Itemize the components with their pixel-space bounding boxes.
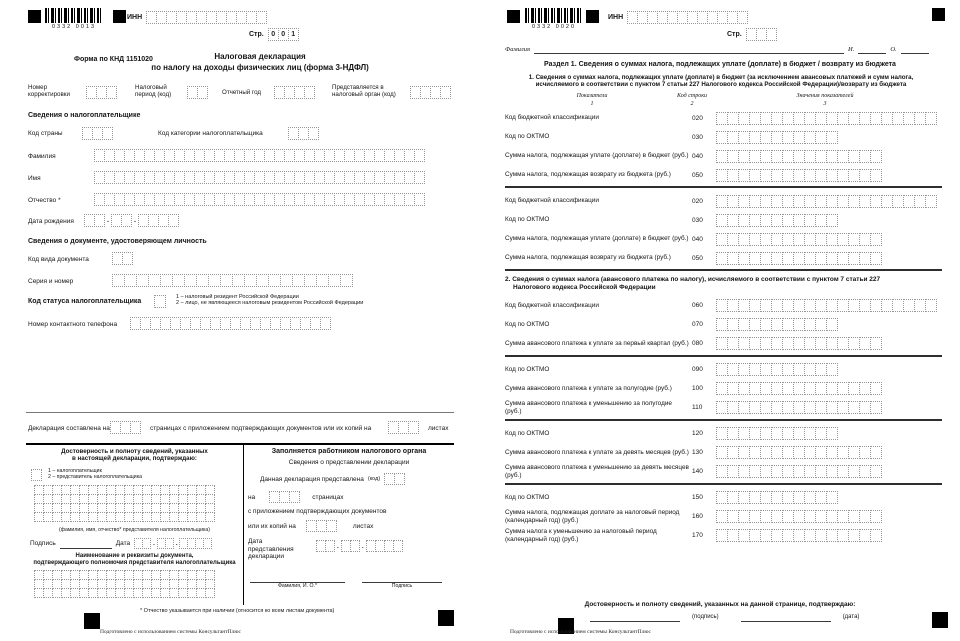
row-code: 030 — [692, 216, 703, 224]
submission-code-field[interactable] — [384, 473, 405, 485]
char-cell — [737, 11, 748, 24]
char-cell — [197, 86, 208, 99]
inn-label: ИНН — [127, 14, 143, 21]
representative-fio-field[interactable] — [34, 486, 215, 522]
char-cell — [826, 131, 838, 144]
char-cell — [826, 491, 838, 504]
char-cell — [870, 169, 882, 182]
subsection2-heading — [505, 276, 942, 293]
value-cells[interactable] — [717, 382, 882, 395]
footnote: * Отчество указывается при наличии (относится ко всем листам документа) — [140, 608, 335, 614]
row-code: 140 — [692, 468, 703, 476]
copies-label: или их копий на — [248, 522, 296, 530]
official-title: Заполняется работником налогового органа — [271, 448, 427, 455]
row-label: Сумма налога, подлежащая доплате за налоговый период (календарный год) (руб.) — [505, 509, 680, 524]
fio-caption: (фамилия, имя, отчество* представителя налогоплательщика) — [58, 527, 211, 533]
value-cells[interactable] — [717, 427, 838, 440]
section1-table — [505, 110, 942, 547]
document-heading: Сведения о документе, удостоверяющем личность — [28, 238, 207, 245]
group-divider — [505, 483, 942, 485]
pages-line-part1: Декларация составлена на — [28, 425, 110, 432]
page-label: Стр. — [727, 31, 742, 38]
inn-field[interactable] — [627, 11, 748, 24]
official-subtitle: Сведения о представлении декларации — [288, 459, 410, 466]
table-row — [505, 336, 942, 352]
row-label: Сумма налога, подлежащая возврату из бюджета (руб.) — [505, 171, 671, 179]
registration-mark — [507, 10, 520, 23]
char-cell — [154, 295, 166, 308]
row-label: Сумма налога к уменьшению за налоговый период (календарный год) (руб.) — [505, 528, 657, 543]
char-cell — [925, 195, 937, 208]
form-title-line2: по налогу на доходы физических лиц (форма 3-НДФЛ) — [151, 63, 369, 72]
char-cell — [205, 512, 215, 522]
section1-title: Раздел 1. Сведения о суммах налога, подлежащих уплате (доплате) в бюджет / возврату из бюджета — [544, 61, 896, 68]
char-cell — [122, 252, 133, 265]
row-code: 160 — [692, 513, 703, 521]
value-cells[interactable] — [717, 169, 882, 182]
value-cells[interactable] — [717, 491, 838, 504]
table-row — [505, 509, 942, 525]
row-label: Код по ОКТМО — [505, 216, 550, 224]
page-number-field[interactable] — [268, 28, 299, 41]
char-cell — [414, 193, 425, 206]
row-label: Код бюджетной классификации — [505, 114, 599, 122]
divider-line — [26, 412, 454, 413]
attach-line: с приложением подтверждающих документов — [248, 508, 387, 515]
row-label: Код по ОКТМО — [505, 366, 550, 374]
doc-authority-line2: подтверждающего полномочия представителя налогоплательщика — [33, 560, 236, 567]
row-code: 050 — [692, 254, 703, 262]
char-cell — [130, 421, 141, 434]
char-cell — [440, 86, 451, 99]
char-cell — [826, 318, 838, 331]
value-cells[interactable] — [717, 195, 937, 208]
official-sheets-field[interactable] — [306, 520, 337, 532]
group-divider — [505, 269, 942, 271]
table-row — [505, 490, 942, 506]
table-row — [505, 298, 942, 314]
initial-o-line[interactable] — [901, 44, 929, 54]
birth-date-label: Дата рождения — [28, 218, 74, 225]
category-code-field[interactable] — [288, 127, 319, 140]
group-divider — [505, 419, 942, 421]
doc-type-label: Код вида документа — [28, 256, 89, 263]
submission-date-field[interactable]: . . — [316, 540, 403, 552]
phone-label: Номер контактного телефона — [28, 321, 118, 328]
value-cells[interactable] — [717, 112, 937, 125]
row-code: 020 — [692, 197, 703, 205]
col1-number: 1 — [590, 101, 594, 107]
page-signature-line[interactable] — [590, 612, 680, 622]
signature-date-field[interactable]: . . — [134, 538, 212, 549]
row-label: Сумма авансового платежа к уплате за полугодие (руб.) — [505, 385, 672, 393]
table-row — [505, 400, 942, 416]
row-code: 020 — [692, 114, 703, 122]
char-cell — [340, 274, 353, 287]
tax-authority-field[interactable] — [410, 86, 451, 99]
table-row — [505, 148, 942, 164]
form-title — [95, 52, 425, 72]
series-number-label: Серия и номер — [28, 278, 74, 285]
birth-date-field[interactable]: . . — [84, 214, 179, 227]
col3-header: Значения показателей — [796, 93, 854, 99]
char-cell — [203, 538, 212, 549]
value-cells[interactable] — [717, 510, 882, 523]
subsection1-heading — [488, 74, 954, 89]
inn-field[interactable] — [146, 11, 267, 24]
char-cell — [870, 337, 882, 350]
table-row — [505, 381, 942, 397]
char-cell — [394, 473, 405, 485]
official-pages-field[interactable] — [269, 491, 300, 503]
submission-date-line2: декларации — [248, 553, 284, 561]
doc-authority-line1: Наименование и реквизиты документа, — [75, 553, 194, 559]
group-divider — [505, 355, 942, 357]
status-field[interactable] — [154, 295, 166, 308]
char-cell — [870, 510, 882, 523]
initial-i-line[interactable] — [858, 44, 886, 54]
name-field[interactable] — [94, 171, 425, 184]
footer-credit: Подготовлено с использованием системы КонсультантПлюс — [510, 629, 651, 635]
row-code: 130 — [692, 449, 703, 457]
char-cell: 0 — [268, 28, 279, 41]
page-date-line[interactable] — [741, 612, 831, 622]
signer-option-1: 1 – налогоплательщик — [48, 468, 102, 474]
char-cell — [826, 427, 838, 440]
report-year-field[interactable] — [274, 86, 315, 99]
page-number-field[interactable] — [746, 28, 777, 41]
value-cells[interactable] — [717, 529, 882, 542]
char-cell — [325, 540, 335, 552]
row-label: Код по ОКТМО — [505, 133, 550, 141]
row-label: Код по ОКТМО — [505, 321, 550, 329]
tax-authority-label: Представляется в налоговый орган (код) — [332, 84, 396, 99]
form-code: Форма по КНД 1151020 — [74, 56, 153, 63]
correction-field[interactable] — [86, 86, 117, 99]
pages-line-part3: листах — [428, 425, 449, 432]
char-cell — [870, 382, 882, 395]
status-note-1: 1 – налоговый резидент Российской Федерации — [176, 294, 299, 300]
registration-mark — [438, 610, 454, 626]
surname-label: Фамилия — [505, 45, 530, 53]
signature-section — [26, 443, 454, 605]
taxpayer-heading: Сведения о налогоплательщике — [28, 112, 141, 119]
value-cells[interactable] — [717, 299, 937, 312]
form-title-line1: Налоговая декларация — [214, 52, 306, 61]
char-cell — [870, 252, 882, 265]
value-cells[interactable] — [717, 214, 838, 227]
char-cell — [320, 317, 331, 330]
barcode — [45, 8, 103, 30]
surname-field[interactable] — [94, 149, 425, 162]
value-cells[interactable] — [717, 337, 882, 350]
initial-o-label: О. — [890, 45, 897, 53]
subsection2-line1: 2. Сведения о суммах налога (авансового платежа по налогу), исчисляемого в соответствии с пунктом 7 статьи 227 — [505, 276, 881, 283]
row-label: Сумма авансового платежа к уплате за девять месяцев (руб.) — [505, 449, 689, 457]
value-cells[interactable] — [717, 446, 882, 459]
barcode-number: 0332 0020 — [532, 24, 576, 30]
confirmation-title-line2: в настоящей декларации, подтверждаю: — [72, 455, 197, 463]
char-cell — [289, 491, 300, 503]
signer-option-2: 2 – представитель налогоплательщика — [48, 474, 142, 481]
char-cell — [870, 529, 882, 542]
char-cell — [870, 150, 882, 163]
char-cell — [414, 149, 425, 162]
char-cell: 1 — [288, 28, 299, 41]
row-label: Сумма авансового платежа к уменьшению за девять месяцев (руб.) — [505, 464, 689, 479]
doc-authority-field[interactable] — [34, 571, 215, 598]
table-row — [505, 426, 942, 442]
on-label: на — [248, 493, 256, 501]
col1-header: Показатели — [576, 93, 608, 99]
pages-line-part2: страницах с приложением подтверждающих документов или их копий на — [150, 425, 372, 432]
row-code: 150 — [692, 494, 703, 502]
row-code: 030 — [692, 133, 703, 141]
char-cell — [870, 446, 882, 459]
name-label: Имя — [28, 175, 41, 182]
char-cell — [256, 11, 267, 24]
pages-count-field[interactable] — [110, 421, 141, 434]
value-cells[interactable] — [717, 131, 838, 144]
char-cell — [308, 127, 319, 140]
row-code: 050 — [692, 171, 703, 179]
category-code-label: Код категории налогоплательщика — [158, 130, 263, 137]
status-note-2: 2 – лицо, не являющееся налоговым резидентом Российской Федерации — [176, 300, 364, 307]
table-row — [505, 464, 942, 480]
registration-mark — [586, 10, 599, 23]
inn-label: ИНН — [608, 14, 624, 21]
submission-date-line1: Дата представления — [248, 538, 294, 553]
table-row — [505, 250, 942, 266]
char-cell — [826, 214, 838, 227]
country-code-field[interactable] — [82, 127, 113, 140]
row-label: Код бюджетной классификации — [505, 197, 599, 205]
row-code: 060 — [692, 302, 703, 310]
footer-credit: Подготовлено с использованием системы КонсультантПлюс — [100, 629, 241, 635]
official-signature — [362, 573, 442, 589]
doc-authority-title — [26, 553, 243, 567]
series-number-field[interactable] — [112, 274, 353, 287]
signer-type-options — [48, 468, 142, 480]
correction-label: Номер корректировки — [28, 84, 70, 99]
form-page-2 — [480, 0, 960, 641]
char-cell — [304, 86, 315, 99]
row-code: 100 — [692, 385, 703, 393]
char-cell — [168, 214, 179, 227]
date-label: Дата — [115, 540, 131, 547]
col2-header: Код строки — [676, 93, 707, 99]
sign-label: Подпись — [30, 540, 56, 547]
signature-line[interactable] — [60, 539, 112, 549]
char-cell — [870, 401, 882, 414]
char-cell — [326, 520, 337, 532]
value-cells[interactable] — [717, 401, 882, 414]
value-cells[interactable] — [717, 318, 838, 331]
char-cell — [408, 421, 419, 434]
char-cell: 0 — [278, 28, 289, 41]
subsection1-line1: 1. Сведения о суммах налога, подлежащих уплате (доплате) в бюджет (за исключением авансовых платежей и сумм налога, — [528, 74, 914, 81]
submission-date-label — [248, 538, 304, 561]
row-label: Сумма налога, подлежащая уплате (доплате) в бюджет (руб.) — [505, 152, 689, 160]
char-cell — [142, 538, 151, 549]
sheets-count-field[interactable] — [388, 421, 419, 434]
submitted-label: Данная декларация представлена — [260, 475, 364, 483]
char-cell — [393, 540, 403, 552]
official-use-column — [244, 445, 454, 605]
row-label: Сумма авансового платежа к уменьшению за полугодие (руб.) — [505, 400, 672, 415]
row-label: Код по ОКТМО — [505, 494, 550, 502]
doc-type-field[interactable] — [112, 252, 133, 265]
row-label: Код по ОКТМО — [505, 430, 550, 438]
tax-period-field[interactable] — [187, 86, 208, 99]
page-confirmation-line: Достоверность и полноту сведений, указанных на данной странице, подтверждаю: — [584, 601, 856, 608]
row-code: 090 — [692, 366, 703, 374]
status-label: Код статуса налогоплательщика — [28, 298, 142, 305]
official-fio-sign — [250, 573, 345, 589]
row-code: 170 — [692, 532, 703, 540]
report-year-label: Отчетный год — [222, 89, 262, 96]
official-fio-line[interactable] — [250, 573, 345, 583]
sheets-word: листах — [352, 522, 374, 530]
char-cell — [31, 469, 42, 481]
patronymic-label: Отчество * — [28, 197, 61, 204]
table-row — [505, 317, 942, 333]
table-row — [505, 167, 942, 183]
official-fio-caption: Фамилия, И. О.* — [277, 583, 317, 589]
char-cell — [121, 214, 132, 227]
row-code: 080 — [692, 340, 703, 348]
pages-word: страницах — [312, 493, 344, 501]
registration-mark — [932, 612, 948, 628]
tax-period-label: Налоговый период (код) — [135, 84, 172, 99]
char-cell — [205, 588, 215, 598]
row-code: 040 — [692, 152, 703, 160]
table-row — [505, 231, 942, 247]
confirmation-title-line1: Достоверность и полноту сведений, указанных — [61, 448, 208, 455]
row-code: 040 — [692, 235, 703, 243]
signature-caption: (подпись) — [692, 614, 719, 620]
initial-i-label: И. — [847, 45, 855, 53]
table-row — [505, 129, 942, 145]
value-cells[interactable] — [717, 233, 882, 246]
subsection1-line2: исчисляемого в соответствии с пунктом 7 статьи 227 Налогового кодекса Российской Федерации)/возврату из бюджета — [535, 81, 907, 89]
status-notes — [176, 294, 446, 307]
char-cell — [165, 538, 174, 549]
char-cell — [106, 86, 117, 99]
value-cells[interactable] — [717, 465, 882, 478]
char-cell — [102, 127, 113, 140]
row-code: 110 — [692, 404, 703, 412]
table-row — [505, 212, 942, 228]
value-cells[interactable] — [717, 363, 838, 376]
surname-label: Фамилия — [28, 153, 56, 160]
table-row — [505, 193, 942, 209]
char-cell — [826, 363, 838, 376]
row-code: 070 — [692, 321, 703, 329]
row-label: Сумма налога, подлежащая уплате (доплате) в бюджет (руб.) — [505, 235, 689, 243]
col2-number: 2 — [690, 101, 694, 107]
date-caption: (дата) — [842, 614, 860, 620]
row-label: Сумма авансового платежа к уплате за первый квартал (руб.) — [505, 340, 689, 348]
page-label: Стр. — [249, 31, 264, 38]
row-code: 120 — [692, 430, 703, 438]
patronymic-field[interactable] — [94, 193, 425, 206]
subsection2-line2: Налогового кодекса Российской Федерации — [513, 284, 656, 292]
value-cells[interactable] — [717, 150, 882, 163]
char-cell — [350, 540, 360, 552]
char-cell — [870, 465, 882, 478]
registration-mark — [113, 10, 126, 23]
registration-mark — [84, 613, 100, 629]
country-code-label: Код страны — [28, 130, 63, 137]
official-signature-caption: Подпись — [391, 583, 413, 589]
barcode — [525, 8, 583, 30]
barcode-bars — [525, 8, 583, 23]
table-row — [505, 445, 942, 461]
row-label: Сумма налога, подлежащая возврату из бюджета (руб.) — [505, 254, 671, 262]
barcode-bars — [45, 8, 103, 23]
table-row — [505, 110, 942, 126]
surname-line[interactable] — [534, 44, 844, 54]
table-row — [505, 528, 942, 544]
confirmation-title — [26, 448, 243, 463]
table-row — [505, 362, 942, 378]
group-divider — [505, 186, 942, 188]
registration-mark — [932, 8, 945, 21]
registration-mark — [28, 10, 41, 23]
char-cell — [870, 233, 882, 246]
official-signature-line[interactable] — [362, 573, 442, 583]
taxpayer-confirmation-column — [26, 445, 244, 605]
char-cell — [925, 112, 937, 125]
char-cell — [925, 299, 937, 312]
char-cell — [766, 28, 777, 41]
char-cell — [414, 171, 425, 184]
char-cell — [94, 214, 105, 227]
signer-type-field[interactable] — [31, 469, 42, 481]
barcode-number: 0332 0013 — [52, 24, 96, 30]
row-label: Код бюджетной классификации — [505, 302, 599, 310]
submitted-code-label: (код) — [367, 476, 381, 482]
col3-number: 3 — [823, 101, 827, 107]
value-cells[interactable] — [717, 252, 882, 265]
phone-field[interactable] — [130, 317, 331, 330]
